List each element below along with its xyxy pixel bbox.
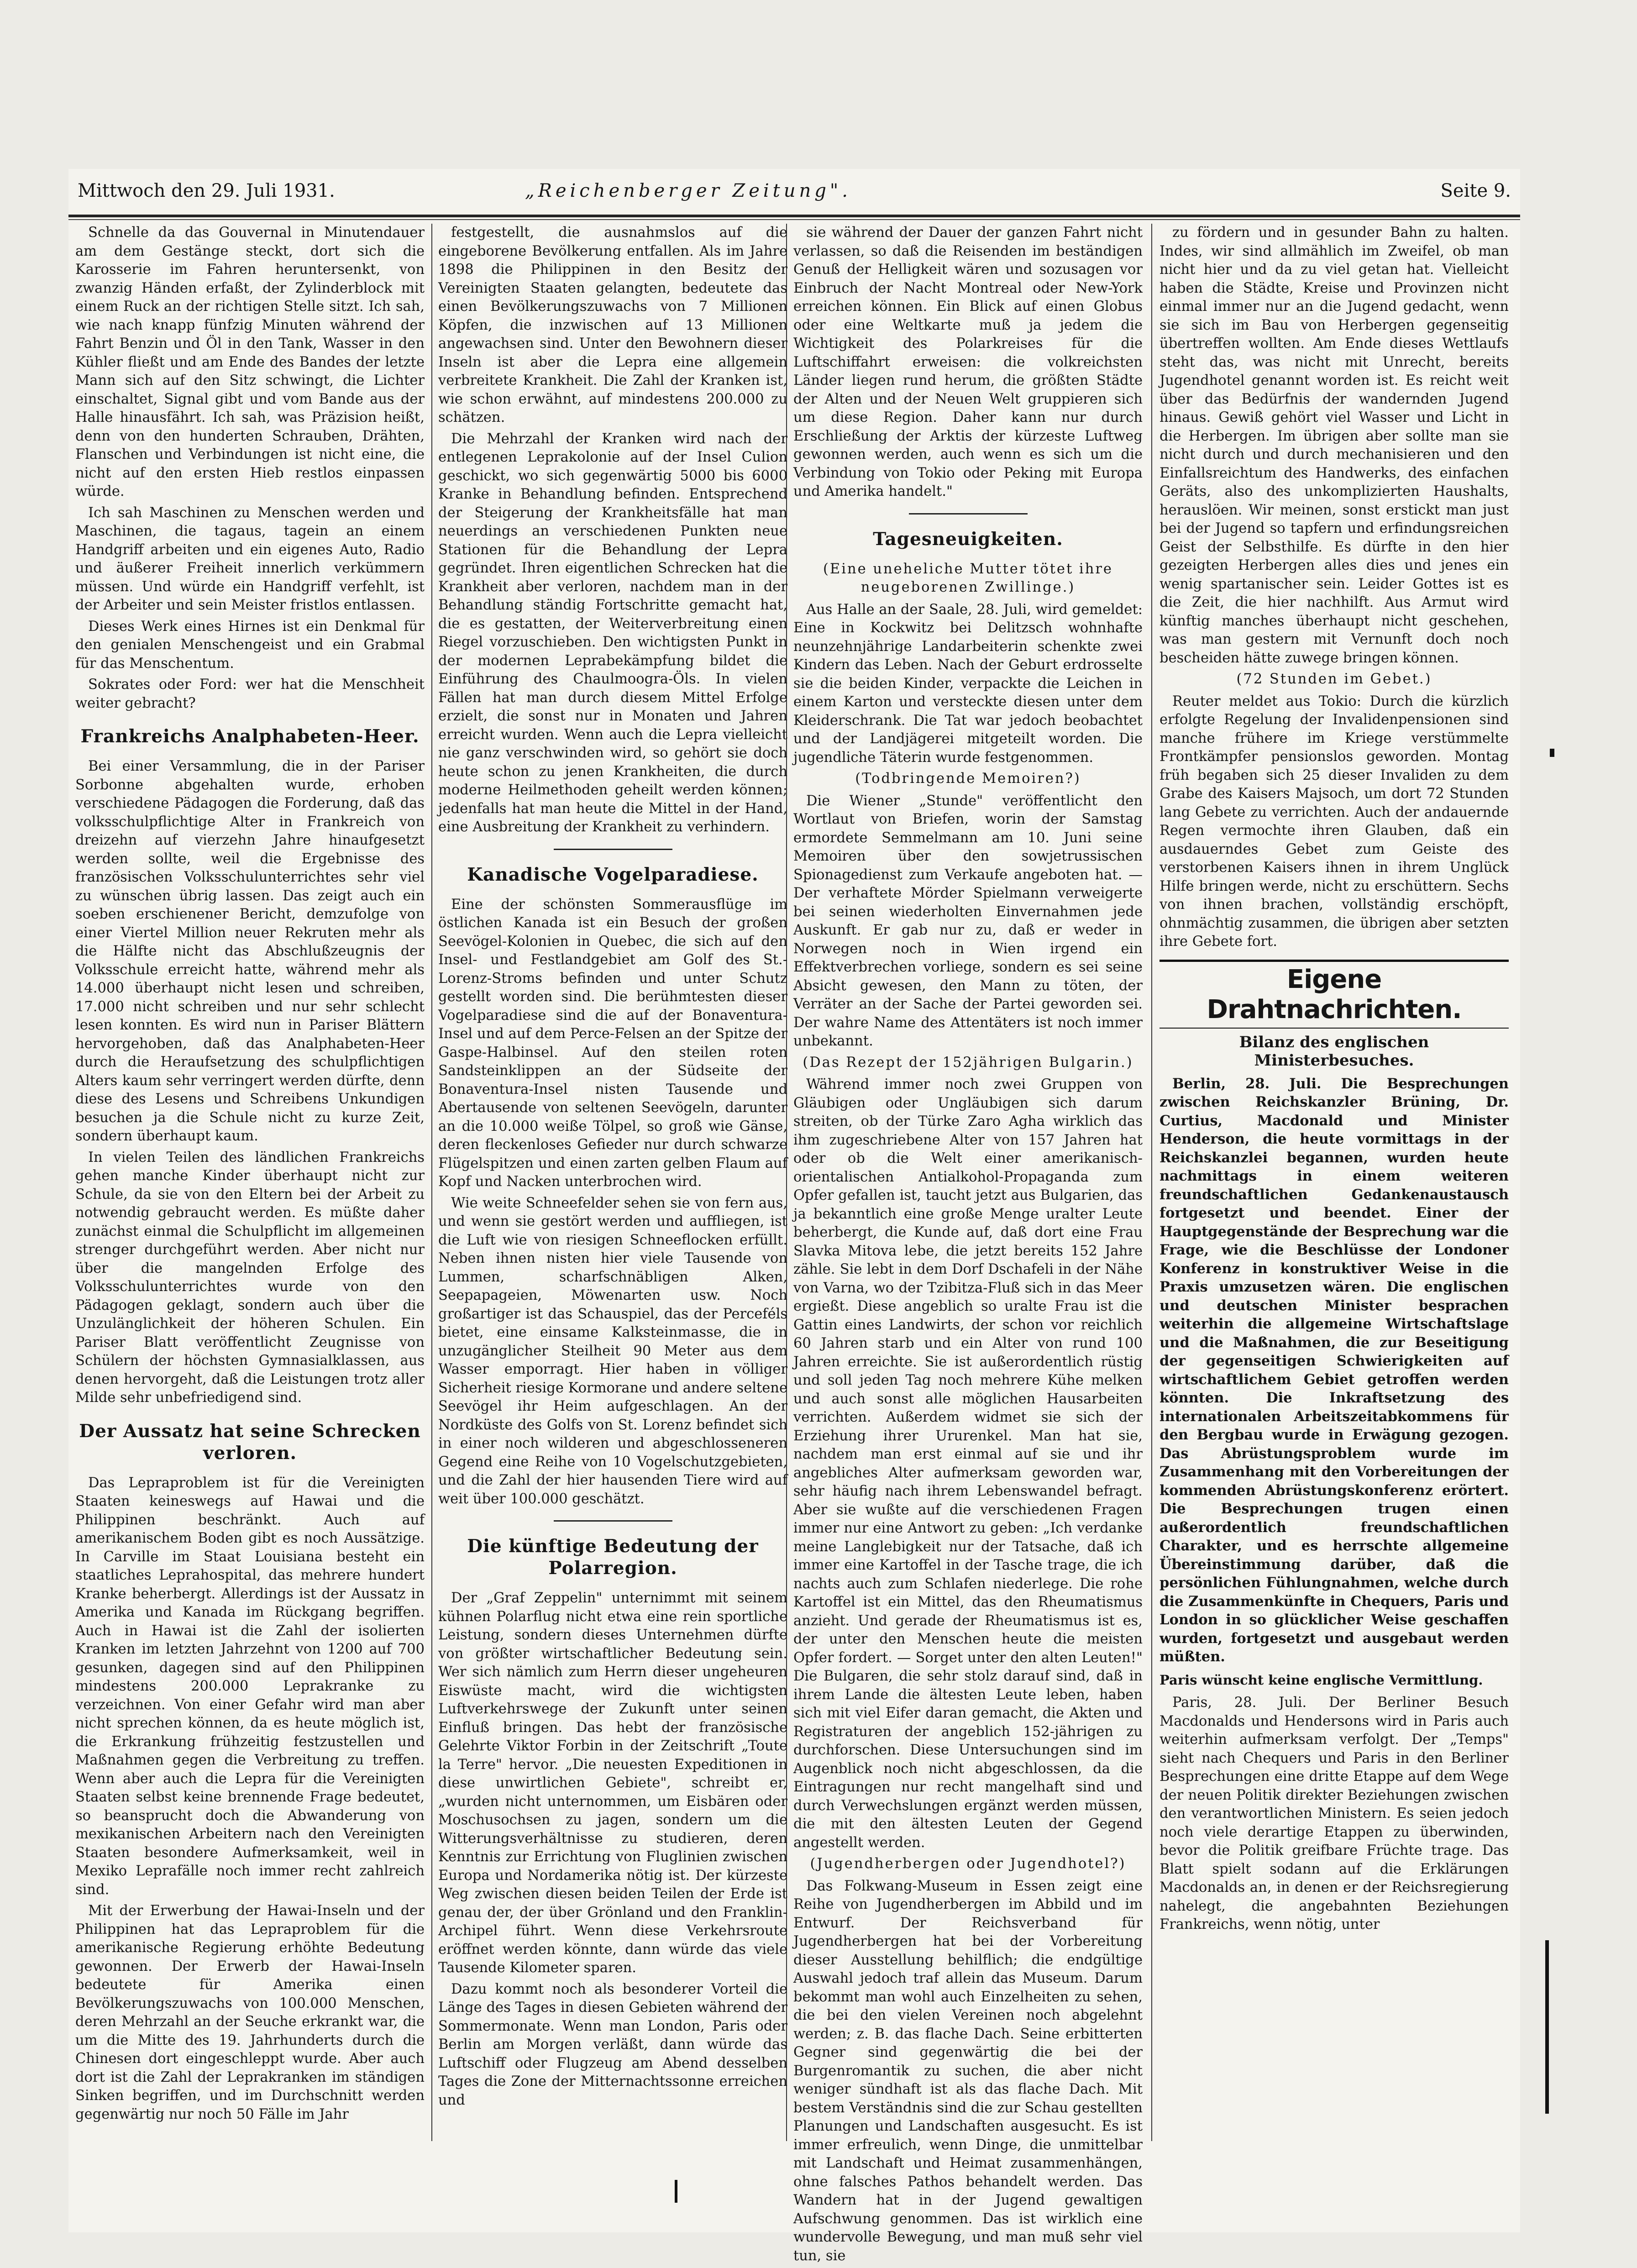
article-text: Das Folkwang-Museum in Essen zeigt eine Reihe von Jugendherbergen im Abbild und im Entwurf. Der Reichsverband für Jugendherbergen hat bei der Vorbereitung dieser Ausstellung behilflich; die endgültige Auswahl jedoch traf allein das Museum. Darum bekommt man wohl auch Einzelheiten zu sehen, die bei den vielen Vereinen noch abgelehnt werden; z. B. das flache Dach. Seine erbitterten Gegner sind gegenwärtig die bei der Burgenromantik zu suchen, die aber nicht weniger sündhaft ist als das flache Dach. Mit bestem Verständnis sind die zur Schau gestellten Planungen und Landschaften ausgesucht. Es ist immer erfreulich, wenn Dinge, die unmittelbar mit Landschaft und Heimat zusammenhängen, ohne falsches Pathos behandelt werden. Das Wandern hat in der Jugend gewaltigen Aufschwung genommen. Das ist wirklich eine wundervolle Bewegung, und man muß sehr viel tun, sie — [793, 1878, 1143, 2264]
article-text: Schnelle da das Gouvernal in Minutendauer am dem Gestänge steckt, dort sich die Karosserie im Fahren heruntersenkt, von zwanzig Händen erfaßt, der Zylinderblock mit einem Ruck an der richtigen Stelle sitzt. Ich sah, wie nach knapp fünfzig Minuten während der Fahrt Benzin und Öl in den Tank, Wasser in den Kühler fließt und am Ende des Bandes der letzte Mann sich auf den Sitz schwingt, die Lichter einschaltet, Signal gibt und vom Bande aus der Halle hinausfährt. Ich sah, was Präzision heißt, denn von den hunderten Schrauben, Drähten, Flanschen und Verbindungen ist nicht eine, die nicht auf den ersten Hieb restlos einpassen würde. — [75, 225, 425, 499]
article-text: Paris, 28. Juli. Der Berliner Besuch Macdonalds und Hendersons wird in Paris auch weiterhin aufmerksam verfolgt. Der „Temps" sieht nach Chequers und Paris in den Berliner Besprechungen eine dritte Etappe auf dem Wege der neuen Politik direkter Beziehungen zwischen den verantwortlichen Ministern. Es seien jedoch noch viele derartige Etappen zu überwinden, bevor die Politik greifbare Früchte trage. Das Blatt spielt sodann auf die Erklärungen Macdonalds an, in denen er der Reichsregierung nahelegt, die angebahnten Beziehungen Frankreichs, wenn nötig, unter — [1160, 1695, 1509, 1932]
column-divider — [431, 224, 432, 2141]
article-text: Ich sah Maschinen zu Menschen werden und Maschinen, die tagaus, tagein an einem Handgriff arbeiten und ein eigenes Auto, Radio und äußerer Freiheit innerlich verkümmern müssen. Und würde ein Handgriff verfehlt, ist der Arbeiter und sein Meister fristlos entlassen. — [75, 504, 425, 613]
headline-ministerbesuch: Bilanz des englischen Ministerbesuches. — [1239, 1033, 1429, 1070]
column-4 — [1160, 224, 1509, 2150]
header-date: Mittwoch den 29. Juli 1931. — [78, 180, 335, 201]
article-separator — [554, 849, 672, 850]
article-text: Berlin, 28. Juli. Die Besprechungen zwischen Reichskanzler Brüning, Dr. Curtius, Macdonald und Minister Henderson, die heute vormittags in der Reichskanzlei begannen, wurden heute nachmittags in einem weiteren freundschaftlichen Gedankenaustausch fortgesetzt und beendet. Einer der Hauptgegenstände der Besprechung war die Frage, wie die Beschlüsse der Londoner Konferenz in konstruktiver Weise in die Praxis umzusetzen wären. Die englischen und deutschen Minister besprachen weiterhin die allgemeine Wirtschaftslage und die Maßnahmen, die zur Beseitigung der gegenseitigen Schwierigkeiten auf wirtschaftlichem Gebiet getroffen werden könnten. Die Inkraftsetzung des internationalen Arbeitszeitabkommens für den Bergbau wurde in Erwägung gezogen. Das Abrüstungsproblem wurde im Zusammenhang mit den Vorbereitungen der kommenden Abrüstungskonferenz erörtert. Die Besprechungen trugen einen außerordentlich freundschaftlichen Charakter, und es herrschte allgemeine Übereinstimmung darüber, daß die persönlichen Fühlungnahmen, welche durch die Zusammenkünfte in Chequers, Paris und London in so glücklicher Weise geschaffen wurden, fortgesetzt und ausgebaut werden müßten. — [1160, 1075, 1509, 1665]
scan-artifact — [1550, 749, 1554, 757]
news-kicker: (Todbringende Memoiren?) — [855, 771, 1081, 787]
article-text: Aus Halle an der Saale, 28. Juli, wird gemeldet: Eine in Kockwitz bei Delitzsch wohnhafte neunzehnjährige Landarbeiterin schenkte zwei Kindern das Leben. Nach der Geburt erdrosselte sie die beiden Kinder, verpackte die Leichen in einem Karton und versteckte diesen unter dem Kleiderschrank. Die Tat war jedoch beobachtet und der Landjägerei mitgeteilt worden. Die jugendliche Täterin wurde festgenommen. — [793, 601, 1143, 766]
news-kicker: (Das Rezept der 152jährigen Bulgarin.) — [803, 1054, 1133, 1071]
header-page-number: Seite 9. — [1440, 180, 1511, 201]
article-text: festgestellt, die ausnahmslos auf die eingeborene Bevölkerung entfallen. Als im Jahre 1898 die Philippinen in den Besitz der Vereinigten Staaten gelangten, bedeutete das einen Bevölkerungszuwachs von 7 Millionen Köpfen, die inzwischen auf 13 Millionen angewachsen sind. Unter den Bewohnern dieser Inseln ist aber die Lepra eine allgemein verbreitete Krankheit. Die Zahl der Kranken ist, wie schon erwähnt, auf mindestens 200.000 zu schätzen. — [438, 225, 787, 425]
header-rule-thin — [68, 219, 1520, 220]
column-divider — [1151, 224, 1152, 2141]
article-text: Eine der schönsten Sommerausflüge im östlichen Kanada ist ein Besuch der großen Seevögel-Kolonien in Quebec, die sich auf den Insel- und Festlandgebiet am Golf des St.-Lorenz-Stroms befinden und unter Schutz gestellt worden sind. Die berühmtesten dieser Vogelparadiese sind die auf der Bonaventura-Insel und auf dem Perce-Felsen an der Spitze der Gaspe-Halbinsel. Auf den steilen roten Sandsteinklippen an der Südseite der Bonaventura-Insel nisten Tausende und Abertausende von seltenen Seevögeln, darunter an die 10.000 weiße Tölpel, so groß wie Gänse, deren fleckenloses Gefieder nur durch schwarze Flügelspitzen und einen zarten gelben Flaum auf Kopf und Nacken unterbrochen wird. — [438, 896, 787, 1190]
news-kicker: (72 Stunden im Gebet.) — [1236, 671, 1432, 687]
news-kicker: (Jugendherbergen oder Jugendhotel?) — [810, 1856, 1126, 1872]
column-2 — [438, 224, 787, 2150]
article-text: Bei einer Versammlung, die in der Pariser Sorbonne abgehalten wurde, erhoben verschiedene Pädagogen die Forderung, daß das volksschulpflichtige Alter in Frankreich von dreizehn auf vierzehn Jahre hinaufgesetzt werden sollte, weil die Ergebnisse des französischen Volksschulunterrichtes sehr viel zu wünschen übrig lassen. Das zeigt auch ein soeben erschienener Bericht, demzufolge von einer Viertel Million neuer Rekruten mehr als die Hälfte nicht das Abschlußzeugnis der Volksschule erreicht hatte, während mehr als 14.000 überhaupt nicht lesen und schreiben, 17.000 nicht schreiben und nur sehr schlecht lesen konnten. Es wird nun in Pariser Blättern hervorgehoben, daß das Analphabeten-Heer durch die Heraufsetzung des schulpflichtigen Alters kaum sehr verringert werden dürfte, denn diese des Lesens und Schreibens Unkundigen besuchen ja die Schule nicht zu kurze Zeit, sondern überhaupt kaum. — [75, 758, 425, 1144]
article-text: sie während der Dauer der ganzen Fahrt nicht verlassen, so daß die Reisenden im beständigen Genuß der Helligkeit wären und sozusagen vor Einbruch der Nacht Montreal oder New-York erreichen können. Ein Blick auf einen Globus oder eine Weltkarte muß ja jedem die Wichtigkeit des Polarkreises für die Luftschiffahrt erweisen: die volkreichsten Länder liegen rund herum, die größten Städte der Alten und der Neuen Welt gruppieren sich um diese Region. Daher kann nur durch Erschließung der Arktis der kürzeste Luftweg gewonnen werden, auch wenn es sich um die Verbindung von Tokio oder Peking mit Europa und Amerika handelt." — [793, 225, 1143, 499]
article-text: Während immer noch zwei Gruppen von Gläubigen oder Ungläubigen sich darum streiten, ob der Türke Zaro Agha wirklich das ihm zugeschriebene Alter von 157 Jahren hat oder ob die Welt einer amerikanisch-orientalischen Antialkohol-Propaganda zum Opfer gefallen ist, taucht jetzt aus Bulgarien, das ja bekanntlich eine große Menge uralter Leute beherbergt, die Kunde auf, daß dort eine Frau Slavka Mitova lebe, die jetzt bereits 152 Jahre zähle. Sie lebt in dem Dorf Dschafeli in der Nähe von Varna, wo der Tzibitza-Fluß sich in das Meer ergießt. Diese angeblich so uralte Frau ist die Gattin eines Landwirts, der schon vor reichlich 60 Jahren starb und ein Alter von rund 100 Jahren erreichte. Sie ist außerordentlich rüstig und soll jeden Tag noch mehrere Kühe melken und auch sonst alle möglichen Hausarbeiten verrichten. Außerdem widmet sie sich der Erziehung ihrer Ururenkel. Man hat sie, nachdem man erst einmal auf sie und ihr angebliches Alter aufmerksam geworden war, sehr häufig nach ihrem Lebenswandel befragt. Aber sie wußte auf die verschiedenen Fragen immer nur eine Antwort zu geben: „Ich verdanke meine Langlebigkeit nur der Tatsache, daß ich immer eine Kartoffel in der Tasche trage, die ich nachts auch zum Schlafen niederlege. Die rohe Kartoffel ist ein Mittel, das den Rheumatismus anzieht. Und gerade der Rheumatismus ist es, der unter den Menschen heute die meisten Opfer fordert. — Sorget unter den alten Leuten!" Die Bulgaren, die sehr stolz darauf sind, daß in ihrem Lande die ältesten Leute leben, haben sich mit viel Eifer daran gemacht, die Akten und Registraturen der angeblich 152-jährigen zu durchforschen. Diese Untersuchungen sind im Augenblick noch nicht abgeschlossen, da die Eintragungen nur recht mangelhaft sind und durch Verwechslungen ergänzt werden müssen, die mit den ältesten Leuten der Gegend angestellt werden. — [793, 1076, 1143, 1851]
headline-vermittlung: Paris wünscht keine englische Vermittlung. — [1160, 1672, 1483, 1688]
article-text: Dieses Werk eines Hirnes ist ein Denkmal für den genialen Menschengeist und ein Grabmal für das Menschentum. — [75, 618, 425, 672]
article-text: zu fördern und in gesunder Bahn zu halten. Indes, wir sind allmählich im Zweifel, ob man nicht hier und da zu viel getan hat. Vielleicht haben die Städte, Kreise und Provinzen nicht einmal immer nur an die Jugend gedacht, wenn sie sich im Bau von Herbergen gegenseitig übertreffen wollten. Am Ende dieses Wettlaufs steht das, was nicht mit Unrecht, bereits Jugendhotel genannt worden ist. Es reicht weit über das Bedürfnis der wandernden Jugend hinaus. Gewiß gehört viel Wasser und Licht in die Herbergen. Im übrigen aber sollte man sie nicht durch und durch mechanisieren und den Einfallsreichtum des Handwerks, des einfachen Geräts, also des unkomplizierten Haushalts, herauslöen. Wir meinen, sonst erstickt man just bei der Jugend so tapfern und erfindungsreichen Geist der Selbsthilfe. Es dürfte in den hier gezeigten Herbergen alles dies und jenes ein wenig spartanischer sein. Leider Gottes ist es die Zeit, die hier nachhilft. Aus Armut wird künftig manches überhaupt nicht geschehen, was man gestern mit Vernunft doch noch bescheiden hätte zuwege bringen können. — [1160, 225, 1509, 666]
article-text: Die Mehrzahl der Kranken wird nach der entlegenen Leprakolonie auf der Insel Culion geschickt, wo sich gegenwärtig 5000 bis 6000 Kranke in Behandlung befinden. Entsprechend der Steigerung der Krankheitsfälle hat man neuerdings an verschiedenen Punkten neue Stationen für die Behandlung der Lepra gegründet. Ihren eigentlichen Schrecken hat die Krankheit aber verloren, nachdem man in der Behandlung ständig Fortschritte gemacht hat, die es gestatten, der Weiterverbreitung einen Riegel vorzuschieben. Den wichtigsten Punkt in der modernen Leprabekämpfung bildet die Einführung des Chaulmoogra-Öls. In vielen Fällen hat man durch diesem Mittel Erfolge erzielt, die sonst nur in Monaten und Jahren erreicht wurden. Wenn auch die Lepra vielleicht nie ganz verschwinden wird, so gehört sie doch heute schon zu jenen Krankheiten, die durch moderne Heilmethoden geheilt werden können; jedenfalls hat man heute die Mittel in der Hand, eine Ausbreitung der Krankheit zu verhindern. — [438, 430, 787, 835]
article-text: Das Lepraproblem ist für die Vereinigten Staaten keineswegs auf Hawai und die Philippinen beschränkt. Auch auf amerikanischem Boden gibt es noch Aussätzige. In Carville im Staat Louisiana besteht ein staatliches Leprahospital, das mehrere hundert Kranke beherbergt. Allerdings ist der Aussatz in Amerika und Kanada im Rückgang begriffen. Auch in Hawai ist die Zahl der isolierten Kranken im letzten Jahrzehnt von 1200 auf 700 gesunken, dagegen sind auf den Philippinen mindestens 200.000 Leprakranke zu verzeichnen. Von einer Gefahr wird man aber nicht sprechen können, da es heute möglich ist, die Erkrankung frühzeitig festzustellen und Maßnahmen gegen die Verbreitung zu treffen. Wenn aber auch die Lepra für die Vereinigten Staaten selbst keine brennende Frage bedeutet, so beansprucht doch die Abwanderung von mexikanischen Arbeitern nach den Vereinigten Staaten besondere Aufmerksamkeit, weil in Mexiko Leprafälle noch immer recht zahlreich sind. — [75, 1475, 425, 1898]
article-text: In vielen Teilen des ländlichen Frankreichs gehen manche Kinder überhaupt nicht zur Schule, da sie von den Eltern bei der Arbeit zu notwendig gebraucht werden. Es müßte daher zunächst einmal die Schulpflicht im allgemeinen strenger durchgeführt werden. Aber nicht nur über die mangelnden Erfolge des Volksschulunterrichtes wurde von den Pädagogen geklagt, sondern auch über die Unzulänglichkeit der höheren Schulen. Ein Pariser Blatt veröffentlicht Zeugnisse von Schülern der höchsten Gymnasialklassen, aus denen hervorgeht, daß die Leistungen trotz aller Milde sehr unbefriedigend sind. — [75, 1149, 425, 1406]
scan-artifact — [675, 2180, 677, 2203]
column-3 — [793, 224, 1143, 2264]
scan-artifact — [1545, 1940, 1549, 2114]
article-text: Sokrates oder Ford: wer hat die Menschheit weiter gebracht? — [75, 677, 425, 711]
column-1 — [75, 224, 425, 2150]
article-text: Die Wiener „Stunde" veröffentlicht den Wortlaut von Briefen, worin der Samstag ermordete Semmelmann am 10. Juni seine Memoiren über den sowjetrussischen Spionagedienst zum Verkaufe angeboten hat. — Der verhaftete Mörder Spielmann verweigerte bei seinen wiederholten Einvernahmen jede Auskunft. Er gab nur zu, daß er weder in Norwegen noch in Wien irgend ein Effektverbrechen vorliege, sondern es sei seine Absicht gewesen, den Mann zu töten, der Verräter an der Sache der Partei geworden sei. Der wahre Name des Attentäters ist noch immer unbekannt. — [793, 793, 1143, 1049]
article-separator — [909, 513, 1028, 514]
article-text: Reuter meldet aus Tokio: Durch die kürzlich erfolgte Regelung der Invalidenpensionen sind manche frühere im Kriege verstümmelte Frontkämpfer pensionslos geworden. Montag früh begaben sich 25 dieser Invaliden zu dem Grabe des Kaisers Majsoch, um dort 72 Stunden lang Gebete zu verrichten. Auch der andauernde Regen vermochte ihren Glauben, daß ein ausdauerndes Gebet zum Geiste des verstorbenen Kaisers ihnen in ihrem Unglück Hilfe bringen werde, nicht zu erschüttern. Sechs von ihnen brachen, vollständig erschöpft, ohnmächtig zusammen, die übrigen aber setzten ihre Gebete fort. — [1160, 693, 1509, 950]
article-text: Wie weite Schneefelder sehen sie von fern aus, und wenn sie gestört werden und auffliegen, ist die Luft wie von riesigen Schneeflocken erfüllt. Neben ihnen nisten hier viele Tausende von Lummen, scharfschnäbligen Alken, Seepapageien, Möwenarten usw. Noch großartiger ist das Schauspiel, das der Perceféls bietet, eine einsame Kalksteinmasse, die in unzugänglicher Steilheit 90 Meter aus dem Wasser emporragt. Hier haben in völliger Sicherheit riesige Kormorane und andere seltene Seevögel ihr Heim aufgeschlagen. An der Nordküste des Golfs von St. Lorenz befindet sich in einer noch wilderen und abgeschlosseneren Gegend eine Reihe von 10 Vogelschutzgebieten, und die Zahl der hier hausenden Tiere wird auf weit über 100.000 geschätzt. — [438, 1195, 787, 1507]
header-rule — [68, 215, 1520, 217]
header-masthead: „Reichenberger Zeitung". — [525, 180, 851, 201]
headline-vogelparadiese: Kanadische Vogelparadiese. — [467, 864, 759, 885]
page-header — [68, 180, 1520, 212]
news-kicker: (Eine uneheliche Mutter tötet ihre neugeborenen Zwillinge.) — [823, 561, 1113, 595]
headline-polarregion: Die künftige Bedeutung der Polarregion. — [467, 1536, 759, 1579]
article-text: Der „Graf Zeppelin" unternimmt mit seinem kühnen Polarflug nicht etwa eine rein sportliche Leistung, sondern dieses Unternehmen dürfte von größter wirtschaftlicher Bedeutung sein. Wer sich nämlich zum Herrn dieser ungeheuren Eiswüste macht, wird die wichtigsten Luftverkehrswege der Zukunft unter seinen Einfluß bringen. Das hebt der französische Gelehrte Viktor Forbin in der Zeitschrift „Toute la Terre" hervor. „Die neuesten Expeditionen in diese unwirtlichen Gebiete", schreibt er, „wurden nicht unternommen, um Eisbären oder Moschusochsen zu jagen, sondern um die Witterungsverhältnisse zu studieren, deren Kenntnis zur Errichtung von Fluglinien zwischen Europa und Nordamerika nötig ist. Der kürzeste Weg zwischen diesen beiden Teilen der Erde ist genau der, der über Grönland und den Franklin-Archipel führt. Wenn diese Verkehrsroute eröffnet werden könnte, dann würde das viele Tausende Kilometer sparen. — [438, 1590, 787, 1976]
section-banner: Eigene Drahtnachrichten. — [1160, 960, 1509, 1029]
article-text: Dazu kommt noch als besonderer Vorteil die Länge des Tages in diesen Gebieten während der Sommermonate. Wenn man London, Paris oder Berlin am Morgen verläßt, dann würde das Luftschiff oder Flugzeug am Abend desselben Tages die Zone der Mitternachtssonne erreichen und — [438, 1981, 787, 2108]
headline-tagesneuigkeiten: Tagesneuigkeiten. — [873, 528, 1063, 550]
headline-analphabeten: Frankreichs Analphabeten-Heer. — [80, 726, 420, 747]
headline-aussatz: Der Aussatz hat seine Schrecken verloren. — [79, 1420, 421, 1464]
article-text: Mit der Erwerbung der Hawai-Inseln und der Philippinen hat das Lepraproblem für die amerikanische Regierung erhöhte Bedeutung gewonnen. Der Erwerb der Hawai-Inseln bedeutete für Amerika einen Bevölkerungszuwachs von 100.000 Menschen, deren Mehrzahl an der Seuche erkrankt war, die um die Mitte des 19. Jahrhunderts durch die Chinesen dort eingeschleppt wurde. Aber auch dort ist die Zahl der Leprakranken im ständigen Sinken begriffen, und im Durchschnitt werden gegenwärtig nur noch 50 Fälle im Jahr — [75, 1903, 425, 2122]
article-separator — [554, 1520, 672, 1522]
